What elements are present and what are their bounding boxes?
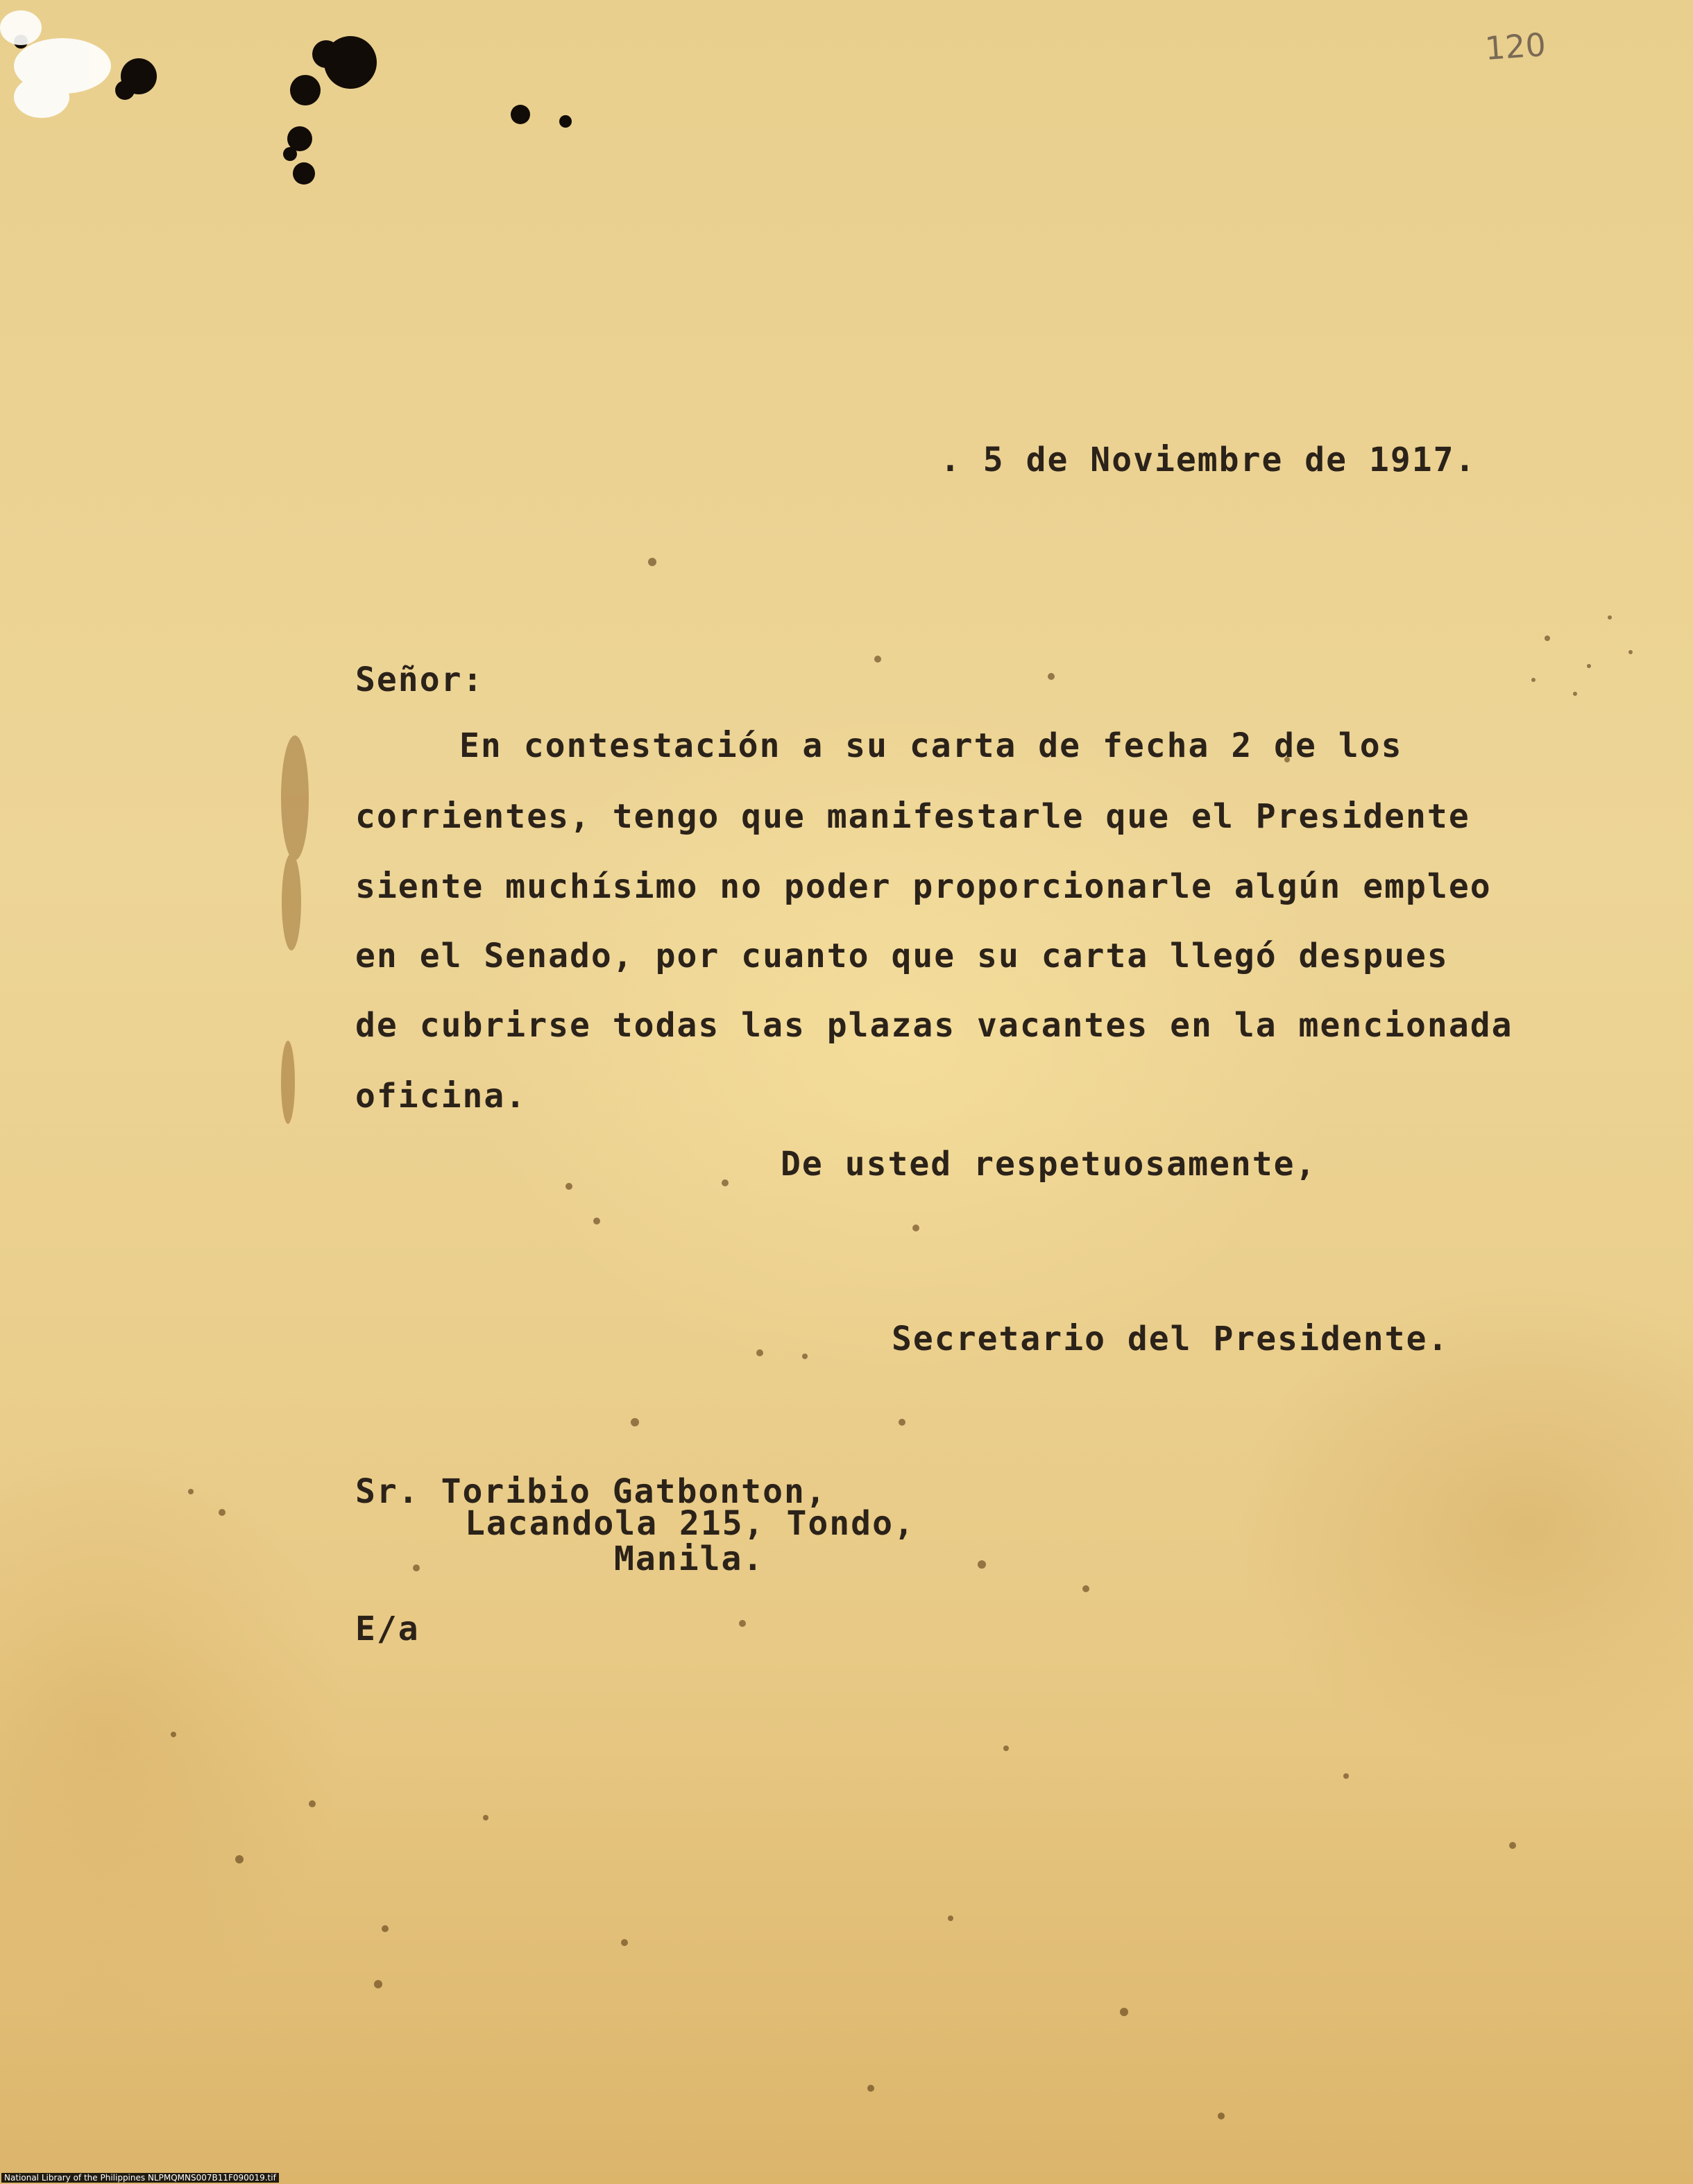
recipient-name: Sr. Toribio Gatbonton, bbox=[355, 1472, 827, 1511]
letter-date: . 5 de Noviembre de 1917. bbox=[940, 441, 1477, 479]
typist-initials: E/a bbox=[355, 1610, 420, 1648]
recipient-city: Manila. bbox=[614, 1539, 765, 1578]
body-line: oficina. bbox=[355, 1077, 527, 1116]
archive-caption: National Library of the Philippines NLPMQMNS007B11F090019.tif bbox=[1, 2173, 279, 2183]
signature-title: Secretario del Presidente. bbox=[892, 1320, 1449, 1358]
body-line: en el Senado, por cuanto que su carta llegó despues bbox=[355, 937, 1449, 975]
recipient-street: Lacandola 215, Tondo, bbox=[465, 1504, 915, 1543]
letter-closing: De usted respetuosamente, bbox=[781, 1145, 1317, 1184]
body-line: de cubrirse todas las plazas vacantes en la mencionada bbox=[355, 1006, 1513, 1045]
body-line: siente muchísimo no poder proporcionarle algún empleo bbox=[355, 867, 1492, 906]
body-line: En contestación a su carta de fecha 2 de los bbox=[459, 726, 1403, 765]
page-number-annotation: 120 bbox=[1483, 26, 1547, 67]
body-line: corrientes, tengo que manifestarle que el Presidente bbox=[355, 797, 1470, 836]
letter-salutation: Señor: bbox=[355, 660, 484, 699]
